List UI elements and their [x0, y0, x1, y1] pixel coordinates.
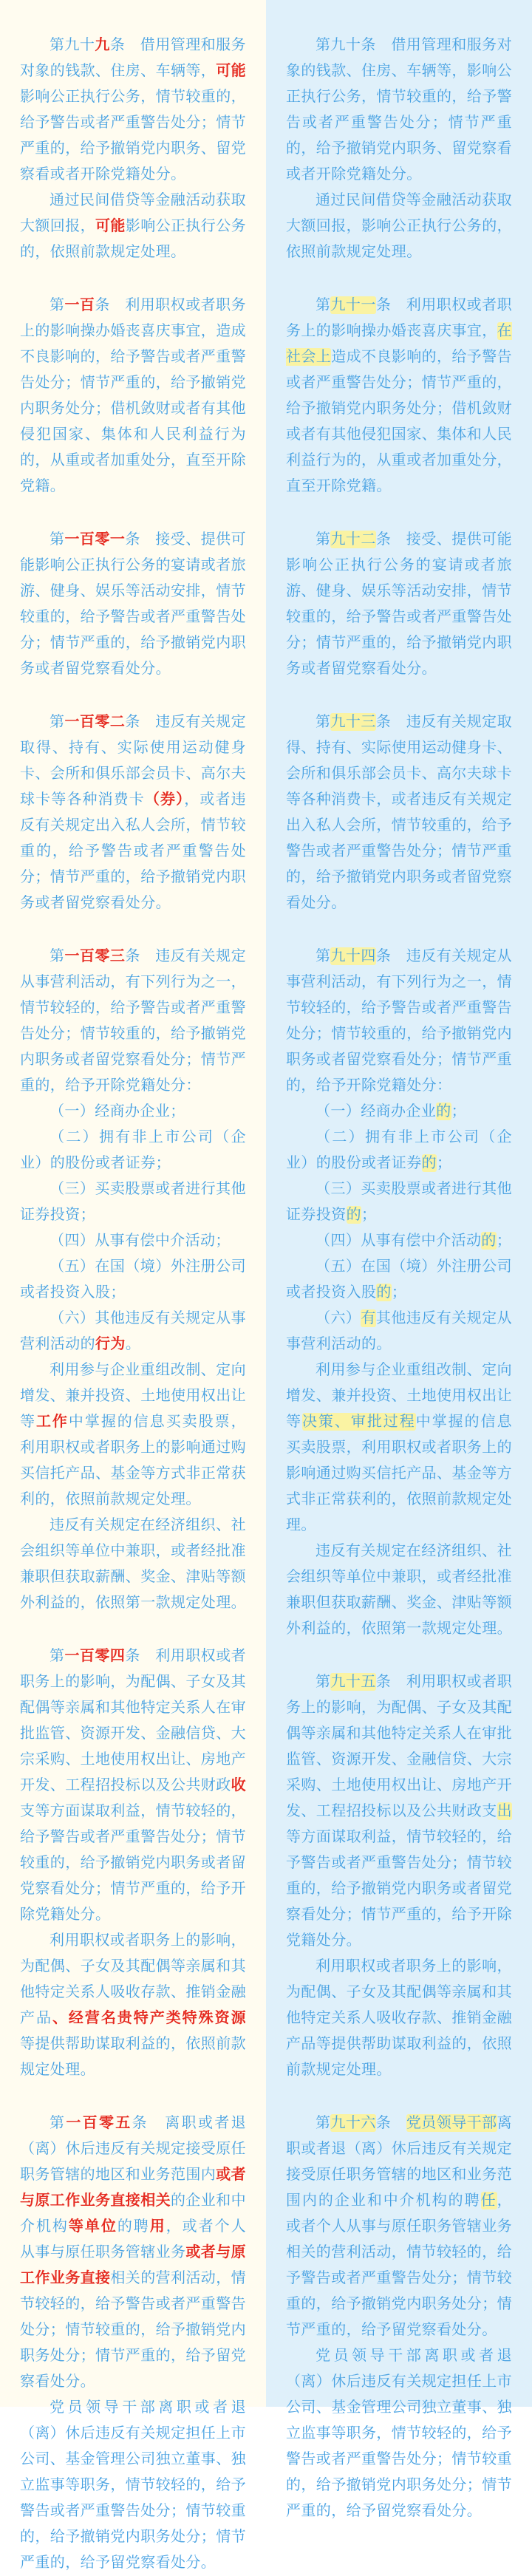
text-segment: 条 利用职权或者职务上的影响，为配偶、子女及其配偶等亲属和其他特定关系人在审批监管、资源开发、金融信贷、大宗采购、土地使用权出让、房地产开发、工程招投标以及公共财政	[20, 1648, 246, 1793]
article-92	[286, 527, 512, 682]
text-segment: 第	[50, 714, 65, 730]
changed-text-red: 等单位	[68, 2218, 117, 2235]
text-segment: 条	[375, 2115, 406, 2131]
text-segment: 条 接受、提供可能影响公正执行公务的宴请或者旅游、健身、娱乐等活动安排，情节较重的，给予警告或者严重警告处分；情节严重的，给予撤销党内职务或者留党察看处分。	[20, 531, 246, 677]
text-segment: 利用职权或者职务上的影响，为配偶、子女及其配偶等亲属和其他特定关系人吸收存款、推销金融产品等提供帮助谋取利益的，依照前款规定处理。	[286, 1958, 512, 2078]
text-segment: 条 利用职权或者职务上的影响操办婚丧喜庆事宜，造成不良影响的，给予警告或者严重警告处分；情节严重的，给予撤销党内职务处分；借机敛财或者有其他侵犯国家、集体和人民利益行为的，从重或者加重处分，直至开除党籍。	[20, 297, 246, 494]
article-105	[20, 2110, 246, 2576]
paragraph	[20, 944, 246, 1099]
article-101	[20, 527, 246, 682]
paragraph	[286, 293, 512, 500]
paragraph	[286, 33, 512, 188]
paragraph	[20, 1513, 246, 1616]
article-91	[286, 293, 512, 500]
text-segment: 第	[50, 1648, 65, 1664]
article-103	[20, 944, 246, 1616]
text-segment: 第	[316, 531, 331, 548]
text-segment: 利用参与企业重组改制、定向增发、兼并投资、土地使用权出让等	[286, 1362, 512, 1430]
paragraph	[20, 1228, 246, 1254]
text-segment: （五）在国（境）外注册公司或者投资入股	[286, 1258, 512, 1301]
paragraph	[286, 188, 512, 265]
text-segment: （四）从事有偿中介活动	[316, 1233, 482, 1249]
text-segment: 等提供帮助谋取利益的，依照前款规定处理。	[20, 2036, 246, 2078]
changed-text-red: 收	[231, 1777, 247, 1793]
text-segment: （一）经商办企业；	[50, 1103, 185, 1120]
text-segment: 第九十条 借用管理和服务对象的钱款、住房、车辆等，影响公正执行公务，情节较重的，给予警告或者严重警告处分；情节严重的，给予撤销党内职务、留党察看或者开除党籍处分。	[286, 37, 512, 183]
changed-text-highlight: 在社会上	[286, 323, 513, 365]
text-segment: 的企业和中介机构	[20, 2192, 246, 2235]
paragraph	[20, 33, 246, 188]
article-100	[20, 293, 246, 500]
paragraph	[20, 2395, 246, 2576]
text-segment: ，或者个人从事与原任职务管辖业务	[20, 2218, 246, 2260]
changed-text-highlight: 的	[421, 1155, 437, 1171]
article-94	[286, 944, 512, 1642]
paragraph	[286, 1228, 512, 1254]
text-segment: 第	[316, 2115, 331, 2131]
paragraph	[20, 293, 246, 500]
text-segment: ；	[496, 1233, 512, 1249]
text-segment: 第	[50, 948, 65, 964]
text-segment: 中掌握的信息买卖股票，利用职权或者职务上的影响通过购买信托产品、基金等方式非正常获利的，依照前款规定处理。	[286, 1414, 512, 1533]
changed-text-highlight: 的	[481, 1233, 497, 1249]
changed-text-red: 可能	[95, 218, 126, 234]
text-segment: 利用参与企业重组改制、定向增发、兼并投资、土地使用权出让等	[20, 1362, 246, 1430]
text-segment: 条 违反有关规定取得、持有、实际使用运动健身卡、会所和俱乐部会员卡、高尔夫球卡等各种消费卡	[20, 714, 246, 808]
text-segment: 第	[50, 297, 65, 313]
paragraph	[286, 709, 512, 916]
changed-text-red: 工作	[35, 1414, 69, 1430]
article-99	[20, 33, 246, 265]
text-segment: 条 接受、提供可能影响公正执行公务的宴请或者旅游、健身、娱乐等活动安排，情节较重的，给予警告或者严重警告处分；情节严重的，给予撤销党内职务或者留党察看处分。	[286, 531, 512, 677]
changed-text-red: （券）	[144, 791, 185, 808]
text-segment: ；	[361, 1207, 377, 1223]
text-segment: （五）在国（境）外注册公司或者投资入股；	[20, 1258, 246, 1301]
changed-text-red: 一百零五	[66, 2115, 132, 2131]
text-segment: 影响公正执行公务，情节较重的，给予警告或者严重警告处分；情节严重的，给予撤销党内职务、留党察看或者开除党籍处分。	[20, 89, 246, 183]
paragraph	[286, 1306, 512, 1357]
text-segment: 通过民间借贷等金融活动获取大额回报，	[20, 192, 246, 234]
text-segment: 违反有关规定在经济组织、社会组织等单位中兼职，或者经批准兼职但获取薪酬、奖金、津贴等额外利益的，依照第一款规定处理。	[20, 1517, 246, 1611]
article-93	[286, 709, 512, 916]
changed-text-red: 一百零三	[64, 948, 126, 964]
text-segment: 第	[50, 2115, 66, 2131]
changed-text-highlight: 的	[346, 1207, 362, 1223]
paragraph	[20, 2110, 246, 2395]
article-96	[286, 2110, 512, 2524]
old-regulation-column	[266, 0, 532, 2519]
changed-text-highlight: 九十一	[330, 297, 376, 313]
text-segment: 第	[316, 948, 331, 964]
paragraph	[20, 188, 246, 265]
paragraph	[20, 1928, 246, 2083]
changed-text-red: 一百	[64, 297, 95, 313]
text-segment: 条 借用管理和服务对象的钱款、住房、车辆等，	[20, 37, 246, 79]
text-segment: ；	[391, 1284, 407, 1301]
text-segment: （三）买卖股票或者进行其他证券投资；	[20, 1181, 246, 1223]
text-segment: 党员领导干部离职或者退（离）休后违反有关规定担任上市公司、基金管理公司独立董事、独立监事等职务，情节较轻的，给予警告或者严重警告处分；情节较重的，给予撤销党内职务处分；情节严重的，给予留党察看处分。	[286, 2348, 512, 2519]
changed-text-red: 可能	[216, 63, 247, 79]
paragraph	[286, 1669, 512, 1954]
text-segment: 等方面谋取利益，情节较轻的，给予警告或者严重警告处分；情节较重的，给予撤销党内职务或者留党察看处分；情节严重的，给予开除党籍处分。	[286, 1829, 512, 1949]
text-segment: （四）从事有偿中介活动；	[50, 1233, 231, 1249]
text-segment: 党员领导干部离职或者退（离）休后违反有关规定担任上市公司、基金管理公司独立董事、独立监事等职务，情节较轻的，给予警告或者严重警告处分；情节较重的，给予撤销党内职务处分；情节严重的，给予留党察看处分。	[20, 2399, 246, 2571]
paragraph	[286, 2110, 512, 2343]
text-segment: 造成不良影响的，给予警告或者严重警告处分；情节严重的，给予撤销党内职务处分；借机敛财或者有其他侵犯国家、集体和人民利益行为的，从重或者加重处分，直至开除党籍。	[286, 349, 513, 494]
paragraph	[20, 1254, 246, 1306]
article-95	[286, 1669, 512, 2083]
paragraph	[20, 527, 246, 682]
text-segment: 相关的营利活动，情节较轻的，给予警告或者严重警告处分；情节较重的，给予撤销党内职务处分；情节严重的，给予留党察看处分。	[20, 2270, 247, 2390]
changed-text-highlight: 出	[497, 1803, 513, 1819]
text-segment: 离职或者退（离）休后违反有关规定接受原任职务管辖的地区和业务范围内的企业和中介机构的聘	[286, 2115, 513, 2209]
text-segment: 第	[50, 531, 65, 548]
paragraph	[286, 1125, 512, 1176]
text-segment: （一）经商办企业	[316, 1103, 437, 1120]
text-segment: 通过民间借贷等金融活动获取大额回报，影响公正执行公务的，依照前款规定处理。	[286, 192, 512, 260]
changed-text-highlight: 决策、审批过程	[301, 1414, 416, 1430]
changed-text-highlight: 的	[436, 1103, 451, 1120]
paragraph	[20, 1643, 246, 1928]
changed-text-red: 行为	[95, 1336, 126, 1352]
text-segment: ，或者个人从事与原任职务管辖业务相关的营利活动，情节较轻的，给予警告或者严重警告处分；情节较重的，给予撤销党内职务处分；情节严重的，给予留党察看处分。	[286, 2192, 512, 2338]
changed-text-highlight: 党员领导干部	[406, 2115, 497, 2131]
text-segment: 。	[125, 1336, 141, 1352]
paragraph	[286, 1099, 512, 1125]
paragraph	[20, 709, 246, 916]
text-segment: （六）	[316, 1310, 361, 1326]
changed-text-highlight: 任	[480, 2192, 497, 2209]
text-segment: 条 违反有关规定从事营利活动，有下列行为之一，情节较轻的，给予警告或者严重警告处分；情节较重的，给予撤销党内职务或者留党察看处分；情节严重的，给予开除党籍处分：	[286, 948, 512, 1094]
article-104	[20, 1643, 246, 2083]
text-segment: 其他违反有关规定从事营利活动的。	[286, 1310, 512, 1352]
text-segment: （二）拥有非上市公司（企业）的股份或者证券；	[20, 1129, 246, 1171]
paragraph	[286, 2343, 512, 2524]
changed-text-red: 一百零一	[64, 531, 126, 548]
text-segment: 利用职权或者职务上的影响，为配偶、子女及其配偶等亲属和其他特定关系人吸收存款、推销金融产品	[20, 1932, 246, 2026]
changed-text-red: 用	[149, 2218, 166, 2235]
paragraph	[286, 1539, 512, 1642]
text-segment: 第	[316, 714, 331, 730]
paragraph	[20, 1306, 246, 1357]
changed-text-red: 、经营名贵特产类特殊资源	[52, 2010, 246, 2026]
text-segment: （二）拥有非上市公司（企业）的股份或者证券	[286, 1129, 512, 1171]
text-segment: 第九十	[50, 37, 95, 53]
text-segment: （三）买卖股票或者进行其他证券投资	[286, 1181, 512, 1223]
paragraph	[286, 527, 512, 682]
paragraph	[20, 1176, 246, 1228]
paragraph	[286, 944, 512, 1099]
paragraph	[286, 1357, 512, 1539]
text-segment: 的聘	[117, 2218, 150, 2235]
text-segment: 第	[316, 1674, 331, 1690]
changed-text-highlight: 九十三	[330, 714, 376, 730]
changed-text-red: 一百零四	[64, 1648, 126, 1664]
changed-text-highlight: 的	[376, 1284, 392, 1301]
paragraph	[286, 1954, 512, 2083]
text-segment: ；	[451, 1103, 467, 1120]
changed-text-highlight: 九十四	[330, 948, 376, 964]
paragraph	[20, 1099, 246, 1125]
changed-text-red: 九	[95, 37, 110, 53]
article-102	[20, 709, 246, 916]
text-segment: （六）其他违反有关规定从事营利活动的	[20, 1310, 246, 1352]
changed-text-highlight: 九十二	[330, 531, 376, 548]
text-segment: ，或者违反有关规定出入私人会所，情节较重的，给予警告或者严重警告处分；情节严重的，给予撤销党内职务或者留党察看处分。	[20, 791, 246, 911]
article-90	[286, 33, 512, 265]
text-segment: 影响公正执行公务的，依照前款规定处理。	[20, 218, 247, 260]
text-segment: ；	[437, 1155, 452, 1171]
text-segment: 条 离职或者退（离）休后违反有关规定接受原任职务管辖的地区和业务范围内	[20, 2115, 246, 2183]
changed-text-highlight: 有	[361, 1310, 376, 1326]
paragraph	[286, 1176, 512, 1228]
text-segment: 中掌握的信息买卖股票，利用职权或者职务上的影响通过购买信托产品、基金等方式非正常获利的，依照前款规定处理。	[20, 1414, 246, 1507]
paragraph	[20, 1125, 246, 1176]
text-segment: 条 违反有关规定取得、持有、实际使用运动健身卡、会所和俱乐部会员卡、高尔夫球卡等各种消费卡，或者违反有关规定出入私人会所，情节较重的，给予警告或者严重警告处分；情节严重的，给予撤销党内职务或者留党察看处分。	[286, 714, 512, 911]
changed-text-highlight: 九十六	[330, 2115, 376, 2131]
paragraph	[20, 1357, 246, 1513]
changed-text-red: 或者与原工作业务直接相关	[20, 2167, 247, 2209]
changed-text-red: 或者与原工作业务直接	[20, 2244, 247, 2286]
changed-text-red: 一百零二	[64, 714, 126, 730]
text-segment: 支等方面谋取利益，情节较轻的，给予警告或者严重警告处分；情节较重的，给予撤销党内职务或者留党察看处分；情节严重的，给予开除党籍处分。	[20, 1803, 246, 1923]
paragraph	[286, 1254, 512, 1306]
new-regulation-column	[0, 0, 266, 2571]
text-segment: 第	[316, 297, 331, 313]
text-segment: 条 利用职权或者职务上的影响，为配偶、子女及其配偶等亲属和其他特定关系人在审批监管、资源开发、金融信贷、大宗采购、土地使用权出让、房地产开发、工程招投标以及公共财政支	[286, 1674, 512, 1819]
text-segment: 条 利用职权或者职务上的影响操办婚丧喜庆事宜，	[286, 297, 512, 339]
text-segment: 条 违反有关规定从事营利活动，有下列行为之一，情节较轻的，给予警告或者严重警告处分；情节较重的，给予撤销党内职务或者留党察看处分；情节严重的，给予开除党籍处分：	[20, 948, 246, 1094]
changed-text-highlight: 九十五	[330, 1674, 376, 1690]
text-segment: 违反有关规定在经济组织、社会组织等单位中兼职，或者经批准兼职但获取薪酬、奖金、津贴等额外利益的，依照第一款规定处理。	[286, 1543, 512, 1637]
